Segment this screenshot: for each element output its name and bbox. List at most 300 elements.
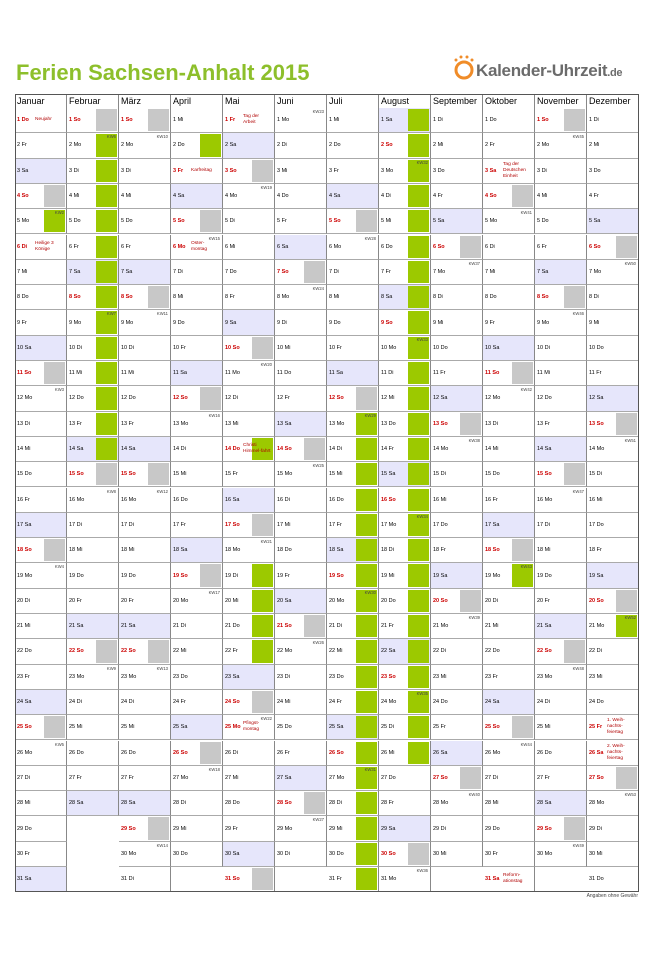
vacation-marker (356, 463, 377, 485)
day-label: 9 Mo (537, 319, 550, 326)
day-cell (275, 513, 327, 538)
day-label: 13 Mo (173, 420, 189, 427)
day-label: 29 Mi (329, 825, 343, 832)
week-number: KW48 (572, 665, 584, 671)
vacation-marker (356, 640, 377, 662)
vacation-marker (356, 539, 377, 561)
day-cell (327, 715, 379, 740)
day-label: 12 Mo (17, 395, 33, 402)
day-label: 1 Sa (381, 117, 393, 124)
week-number: KW9 (106, 665, 116, 671)
day-cell (535, 741, 587, 766)
day-cell (15, 538, 67, 563)
day-cell (483, 108, 535, 133)
day-label: 18 Mi (121, 547, 135, 554)
day-label: 31 Sa (485, 876, 500, 883)
day-label: 20 Di (17, 597, 30, 604)
day-label: 5 Mi (381, 218, 392, 225)
day-label: 22 Fr (225, 648, 238, 655)
day-cell (119, 791, 171, 816)
day-label: 18 Mo (225, 547, 241, 554)
day-cell (15, 589, 67, 614)
day-cell (535, 715, 587, 740)
day-label: 18 Di (381, 547, 394, 554)
day-label: 4 Mi (537, 193, 548, 200)
day-label: 10 Mi (277, 344, 291, 351)
day-cell (223, 715, 275, 740)
day-cell (15, 260, 67, 285)
day-label: 18 Fr (589, 547, 602, 554)
day-cell (15, 766, 67, 791)
day-cell (379, 538, 431, 563)
day-label: 8 Sa (381, 294, 393, 301)
day-label: 23 Do (329, 673, 344, 680)
day-label: 20 Fr (69, 597, 82, 604)
vacation-marker (356, 615, 377, 637)
day-label: 11 Mi (537, 370, 551, 377)
day-label: 18 Sa (329, 547, 344, 554)
day-label: 23 Fr (17, 673, 30, 680)
month-header: Juli (327, 94, 379, 108)
day-label: 27 Mi (225, 774, 239, 781)
day-label: 20 Mi (225, 597, 239, 604)
day-cell (483, 386, 535, 411)
day-cell (275, 816, 327, 841)
vacation-marker (356, 691, 377, 713)
week-number: KW33 (416, 336, 428, 342)
week-number: KW36 (416, 868, 428, 873)
month-header: Oktober (483, 94, 535, 108)
day-label: 23 So (381, 673, 396, 680)
day-cell (15, 614, 67, 639)
day-label: 10 Fr (173, 344, 186, 351)
day-cell (67, 589, 119, 614)
day-cell (483, 538, 535, 563)
day-cell (379, 336, 431, 361)
day-label: 29 Sa (381, 825, 396, 832)
day-label: 21 Mo (589, 623, 605, 630)
sunday-marker (304, 261, 325, 283)
day-label: 19 Sa (433, 572, 448, 579)
day-label: 19 So (329, 572, 344, 579)
day-label: 24 Fr (329, 699, 342, 706)
day-label: 26 Di (225, 749, 238, 756)
day-cell (327, 791, 379, 816)
day-label: 26 Mo (17, 749, 33, 756)
day-cell (119, 209, 171, 234)
day-cell (327, 665, 379, 690)
day-cell (379, 867, 431, 892)
day-label: 21 Di (173, 623, 186, 630)
day-cell (379, 665, 431, 690)
day-label: 15 Mi (173, 471, 187, 478)
day-cell (379, 285, 431, 310)
day-cell (379, 816, 431, 841)
sunday-marker (200, 387, 221, 409)
week-number: KW25 (312, 463, 324, 469)
day-cell (275, 184, 327, 209)
day-label: 27 Do (381, 774, 396, 781)
sunday-marker (252, 514, 273, 536)
sunday-marker (44, 716, 65, 738)
day-cell (119, 715, 171, 740)
day-cell (535, 462, 587, 487)
day-cell (379, 159, 431, 184)
day-label: 11 Di (381, 370, 394, 377)
day-cell (275, 589, 327, 614)
day-label: 13 Mi (225, 420, 239, 427)
day-label: 3 Mo (381, 167, 394, 174)
vacation-marker (408, 564, 429, 586)
day-cell (171, 513, 223, 538)
day-cell (171, 260, 223, 285)
day-cell (431, 741, 483, 766)
day-cell (535, 842, 587, 867)
week-number: KW24 (312, 286, 324, 292)
day-cell (275, 437, 327, 462)
vacation-marker (356, 438, 377, 460)
day-cell (587, 235, 639, 260)
day-cell (587, 285, 639, 310)
day-cell (119, 235, 171, 260)
day-label: 11 Fr (433, 370, 446, 377)
day-label: 14 Mi (17, 446, 31, 453)
day-label: 10 Di (537, 344, 550, 351)
day-label: 12 So (329, 395, 344, 402)
day-label: 27 Sa (277, 774, 292, 781)
day-cell (483, 336, 535, 361)
vacation-marker (408, 716, 429, 738)
day-cell (483, 614, 535, 639)
day-label: 6 Do (381, 243, 393, 250)
day-label: 4 Sa (173, 193, 185, 200)
day-cell (15, 665, 67, 690)
day-cell (379, 437, 431, 462)
day-cell (483, 842, 535, 867)
day-label: 31 Di (121, 876, 134, 883)
day-label: 12 So (173, 395, 188, 402)
day-label: 15 So (537, 471, 552, 478)
day-cell (275, 842, 327, 867)
vacation-marker (96, 387, 117, 409)
week-number: KW21 (260, 539, 272, 545)
day-cell (67, 715, 119, 740)
day-cell (67, 437, 119, 462)
day-cell (171, 462, 223, 487)
vacation-marker (356, 716, 377, 738)
day-label: 10 Mo (381, 344, 397, 351)
day-label: 8 Mo (277, 294, 290, 301)
week-number: KW17 (208, 589, 220, 595)
day-cell (119, 665, 171, 690)
day-label: 28 Mo (589, 800, 605, 807)
day-cell (379, 639, 431, 664)
day-cell (431, 513, 483, 538)
day-cell (535, 285, 587, 310)
day-label: 17 Sa (17, 521, 32, 528)
vacation-marker (96, 362, 117, 384)
day-cell (535, 310, 587, 335)
day-label: 1 So (69, 117, 81, 124)
day-label: 23 Do (173, 673, 188, 680)
day-cell (223, 260, 275, 285)
day-cell (327, 235, 379, 260)
day-label: 11 Sa (173, 370, 187, 377)
day-cell (171, 184, 223, 209)
day-cell (223, 133, 275, 158)
day-cell (327, 513, 379, 538)
day-cell (15, 133, 67, 158)
day-cell (15, 690, 67, 715)
day-label: 28 Di (329, 800, 342, 807)
week-number: KW7 (106, 311, 116, 317)
day-cell (587, 386, 639, 411)
day-cell (171, 791, 223, 816)
week-number: KW50 (624, 260, 636, 266)
day-label: 25 Fr (433, 724, 446, 731)
day-cell (223, 159, 275, 184)
day-label: 7 Mi (17, 268, 28, 275)
sunday-marker (252, 337, 273, 359)
day-label: 30 Mo (121, 850, 137, 857)
day-cell (483, 563, 535, 588)
day-cell (119, 741, 171, 766)
day-cell (119, 563, 171, 588)
day-label: 13 Di (17, 420, 30, 427)
day-cell (119, 614, 171, 639)
week-number: KW23 (312, 109, 324, 114)
day-cell (223, 589, 275, 614)
day-label: 19 Mo (17, 572, 33, 579)
day-label: 6 Mo (173, 243, 186, 250)
day-cell (171, 336, 223, 361)
day-cell (67, 361, 119, 386)
day-label: 28 Mo (433, 800, 449, 807)
day-label: 6 So (589, 243, 601, 250)
vacation-marker (252, 615, 273, 637)
day-cell (223, 563, 275, 588)
day-label: 26 Do (537, 749, 552, 756)
day-label: 30 Mi (589, 850, 603, 857)
day-cell (327, 488, 379, 513)
day-cell (483, 437, 535, 462)
day-cell (275, 260, 327, 285)
day-label: 1 Di (589, 117, 599, 124)
day-cell (67, 513, 119, 538)
sunday-marker (356, 387, 377, 409)
day-cell (171, 133, 223, 158)
day-cell (535, 665, 587, 690)
day-cell (67, 260, 119, 285)
vacation-marker (408, 666, 429, 688)
day-cell (67, 791, 119, 816)
day-cell (67, 741, 119, 766)
day-label: 23 Sa (225, 673, 240, 680)
day-label: 28 Sa (537, 800, 552, 807)
day-label: 4 Mi (69, 193, 80, 200)
day-label: 5 Mo (485, 218, 498, 225)
day-cell (535, 563, 587, 588)
sunday-marker (304, 438, 325, 460)
day-cell (535, 184, 587, 209)
day-label: 26 Sa (433, 749, 448, 756)
sunday-marker (252, 160, 273, 182)
day-label: 11 Mi (121, 370, 135, 377)
day-cell (171, 285, 223, 310)
sunday-marker (616, 590, 637, 612)
day-cell (431, 437, 483, 462)
day-cell (171, 589, 223, 614)
holiday-name: 1. Weih-nachts-feiertag (607, 718, 625, 736)
sunday-marker (200, 564, 221, 586)
sunday-marker (512, 362, 533, 384)
day-cell (587, 766, 639, 791)
day-label: 24 Do (433, 699, 448, 706)
day-cell (483, 285, 535, 310)
day-label: 5 Do (537, 218, 549, 225)
day-label: 21 Mi (485, 623, 499, 630)
sunday-marker (44, 185, 65, 207)
day-cell (275, 108, 327, 133)
day-cell (483, 412, 535, 437)
day-cell (119, 538, 171, 563)
day-label: 13 Fr (121, 420, 134, 427)
day-cell (119, 133, 171, 158)
day-cell (379, 741, 431, 766)
brand-tld: .de (607, 67, 623, 79)
day-cell (119, 816, 171, 841)
vacation-marker (96, 438, 117, 460)
day-label: 2 Mo (537, 142, 550, 149)
day-label: 8 Fr (225, 294, 235, 301)
sunday-marker (304, 792, 325, 814)
day-label: 18 Sa (173, 547, 188, 554)
vacation-marker (356, 564, 377, 586)
day-label: 6 Fr (69, 243, 79, 250)
day-cell (431, 614, 483, 639)
day-cell (15, 462, 67, 487)
day-label: 20 Fr (537, 597, 550, 604)
sunday-marker (44, 362, 65, 384)
sunday-marker (408, 843, 429, 865)
month-header: November (535, 94, 587, 108)
vacation-marker (96, 337, 117, 359)
vacation-marker (408, 134, 429, 156)
day-label: 16 Do (329, 496, 344, 503)
vacation-marker (408, 590, 429, 612)
day-cell (431, 235, 483, 260)
day-cell (275, 133, 327, 158)
day-cell (275, 386, 327, 411)
day-label: 18 So (17, 547, 32, 554)
day-cell (171, 690, 223, 715)
day-cell (535, 235, 587, 260)
day-cell (223, 791, 275, 816)
day-label: 19 Fr (277, 572, 290, 579)
week-number: KW40 (468, 792, 480, 798)
day-cell (483, 766, 535, 791)
day-label: 1 So (121, 117, 133, 124)
day-label: 23 Mi (589, 673, 603, 680)
day-label: 15 Sa (381, 471, 396, 478)
day-label: 9 Mo (121, 319, 134, 326)
day-cell (535, 336, 587, 361)
week-number: KW37 (468, 260, 480, 266)
day-cell (119, 589, 171, 614)
day-cell (67, 538, 119, 563)
week-number: KW39 (468, 615, 480, 620)
day-label: 26 Do (69, 749, 84, 756)
vacation-marker (96, 185, 117, 207)
day-label: 13 Di (485, 420, 498, 427)
day-cell (587, 184, 639, 209)
sunday-marker (564, 640, 585, 662)
day-label: 10 So (225, 344, 240, 351)
day-label: 23 Di (277, 673, 290, 680)
brand-logo (452, 54, 642, 88)
day-label: 19 So (173, 572, 188, 579)
vacation-marker (252, 564, 273, 586)
day-cell (535, 614, 587, 639)
holiday-name: Neujahr (35, 117, 52, 123)
sunday-marker (616, 767, 637, 789)
day-label: 16 Mo (121, 496, 137, 503)
sunday-marker (460, 767, 481, 789)
day-cell (587, 336, 639, 361)
day-cell (223, 184, 275, 209)
day-label: 25 Mi (121, 724, 135, 731)
day-cell (483, 133, 535, 158)
day-label: 8 Di (589, 294, 599, 301)
day-label: 4 Mi (121, 193, 132, 200)
day-cell (223, 614, 275, 639)
day-cell (275, 791, 327, 816)
vacation-marker (408, 539, 429, 561)
week-number: KW12 (156, 488, 168, 494)
day-label: 28 Di (173, 800, 186, 807)
day-label: 25 Mi (69, 724, 83, 731)
day-label: 2 Mo (121, 142, 134, 149)
holiday-name: Pfingst-montag (243, 721, 260, 733)
day-cell (223, 816, 275, 841)
day-label: 9 Mi (433, 319, 444, 326)
week-number: KW45 (572, 134, 584, 140)
day-cell (587, 488, 639, 513)
day-cell (275, 310, 327, 335)
day-cell (223, 741, 275, 766)
day-label: 24 Mi (277, 699, 291, 706)
day-label: 18 So (485, 547, 500, 554)
day-cell (171, 159, 223, 184)
day-cell (483, 690, 535, 715)
day-label: 8 So (69, 294, 81, 301)
day-label: 6 Fr (121, 243, 131, 250)
day-cell (379, 766, 431, 791)
day-cell (483, 361, 535, 386)
day-cell (535, 816, 587, 841)
day-cell (171, 437, 223, 462)
sunday-marker (148, 109, 169, 131)
day-label: 2 Mo (69, 142, 82, 149)
day-cell (327, 285, 379, 310)
day-label: 1 Mo (277, 117, 290, 124)
day-label: 4 Fr (589, 193, 599, 200)
day-cell (223, 336, 275, 361)
week-number: KW51 (624, 437, 636, 443)
day-cell (431, 488, 483, 513)
day-label: 9 Fr (17, 319, 27, 326)
vacation-marker (96, 286, 117, 308)
